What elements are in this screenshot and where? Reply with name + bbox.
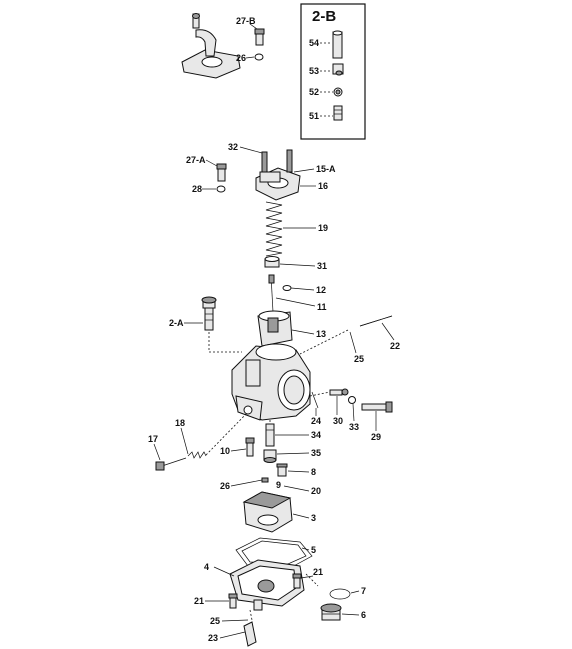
callout-20: 20 — [311, 486, 322, 496]
screw-21-left — [229, 594, 237, 608]
callout-26b: 26 — [220, 481, 231, 491]
spring-19 — [266, 202, 282, 256]
jet-8 — [277, 464, 287, 476]
needle-jet-34 — [266, 424, 274, 446]
callout-4: 4 — [204, 562, 210, 572]
cable-22 — [360, 316, 392, 326]
callout-29: 29 — [371, 432, 382, 442]
screw-27b — [255, 29, 264, 45]
callout-6: 6 — [361, 610, 367, 620]
callout-10: 10 — [220, 446, 231, 456]
alt-top-cap-assembly — [182, 14, 240, 79]
main-jet-35 — [264, 450, 276, 463]
callout-11: 11 — [317, 302, 327, 312]
callout-27b: 27-B — [236, 16, 256, 26]
callout-5: 5 — [311, 545, 317, 555]
callout-3: 3 — [311, 513, 317, 523]
screw-27a — [217, 164, 226, 181]
callout-9: 9 — [276, 480, 282, 490]
inset-label-54: 54 — [309, 38, 320, 48]
callout-25a: 25 — [354, 354, 365, 364]
callout-22: 22 — [390, 341, 401, 351]
callout-26: 26 — [236, 53, 247, 63]
needle-11 — [269, 275, 274, 312]
callout-16: 16 — [318, 181, 329, 191]
callout-34: 34 — [311, 430, 322, 440]
oring-7 — [330, 589, 350, 599]
callout-19: 19 — [318, 223, 329, 233]
callout-12: 12 — [316, 285, 327, 295]
callout-8: 8 — [311, 467, 317, 477]
inset-label-53: 53 — [309, 66, 320, 76]
callout-21b: 21 — [313, 567, 324, 577]
callout-17: 17 — [148, 434, 159, 444]
callout-2a: 2-A — [169, 318, 184, 328]
clip-12 — [283, 286, 291, 291]
tube-23 — [244, 622, 256, 646]
inset-label-51: 51 — [309, 111, 320, 121]
callout-24: 24 — [311, 416, 322, 426]
callout-30: 30 — [333, 416, 344, 426]
callout-7: 7 — [361, 586, 367, 596]
washer-28 — [217, 186, 225, 192]
callout-28: 28 — [192, 184, 203, 194]
callout-33: 33 — [349, 422, 360, 432]
fitting-2a — [202, 297, 216, 330]
inset-2b — [301, 4, 365, 139]
float-bowl-4 — [230, 560, 304, 610]
callout-18: 18 — [175, 418, 186, 428]
carburetor-body — [232, 344, 310, 420]
callout-35: 35 — [311, 448, 322, 458]
callout-23: 23 — [208, 633, 219, 643]
callout-31: 31 — [317, 261, 328, 271]
callout-32: 32 — [228, 142, 239, 152]
callout-21a: 21 — [194, 596, 205, 606]
inset-title: 2-B — [312, 8, 337, 25]
screw-21-right — [293, 574, 301, 588]
callout-13: 13 — [316, 329, 327, 339]
retainer-31 — [265, 257, 279, 268]
screw-30 — [330, 389, 348, 395]
jet-10 — [246, 438, 254, 456]
tube-20 — [262, 478, 268, 482]
throttle-slide-13 — [258, 311, 292, 346]
callout-27a: 27-A — [186, 155, 206, 165]
drain-plug-6 — [321, 604, 341, 620]
oring-33 — [349, 397, 356, 404]
spring-18 — [188, 452, 206, 458]
callout-15a: 15-A — [316, 164, 336, 174]
screw-24 — [312, 392, 318, 408]
inset-label-52: 52 — [309, 87, 320, 97]
float-3 — [244, 492, 292, 532]
washer-26 — [255, 54, 263, 60]
adjuster-29 — [362, 402, 392, 412]
screw-17 — [156, 458, 186, 470]
cap-assembly — [256, 150, 300, 200]
callout-25b: 25 — [210, 616, 221, 626]
